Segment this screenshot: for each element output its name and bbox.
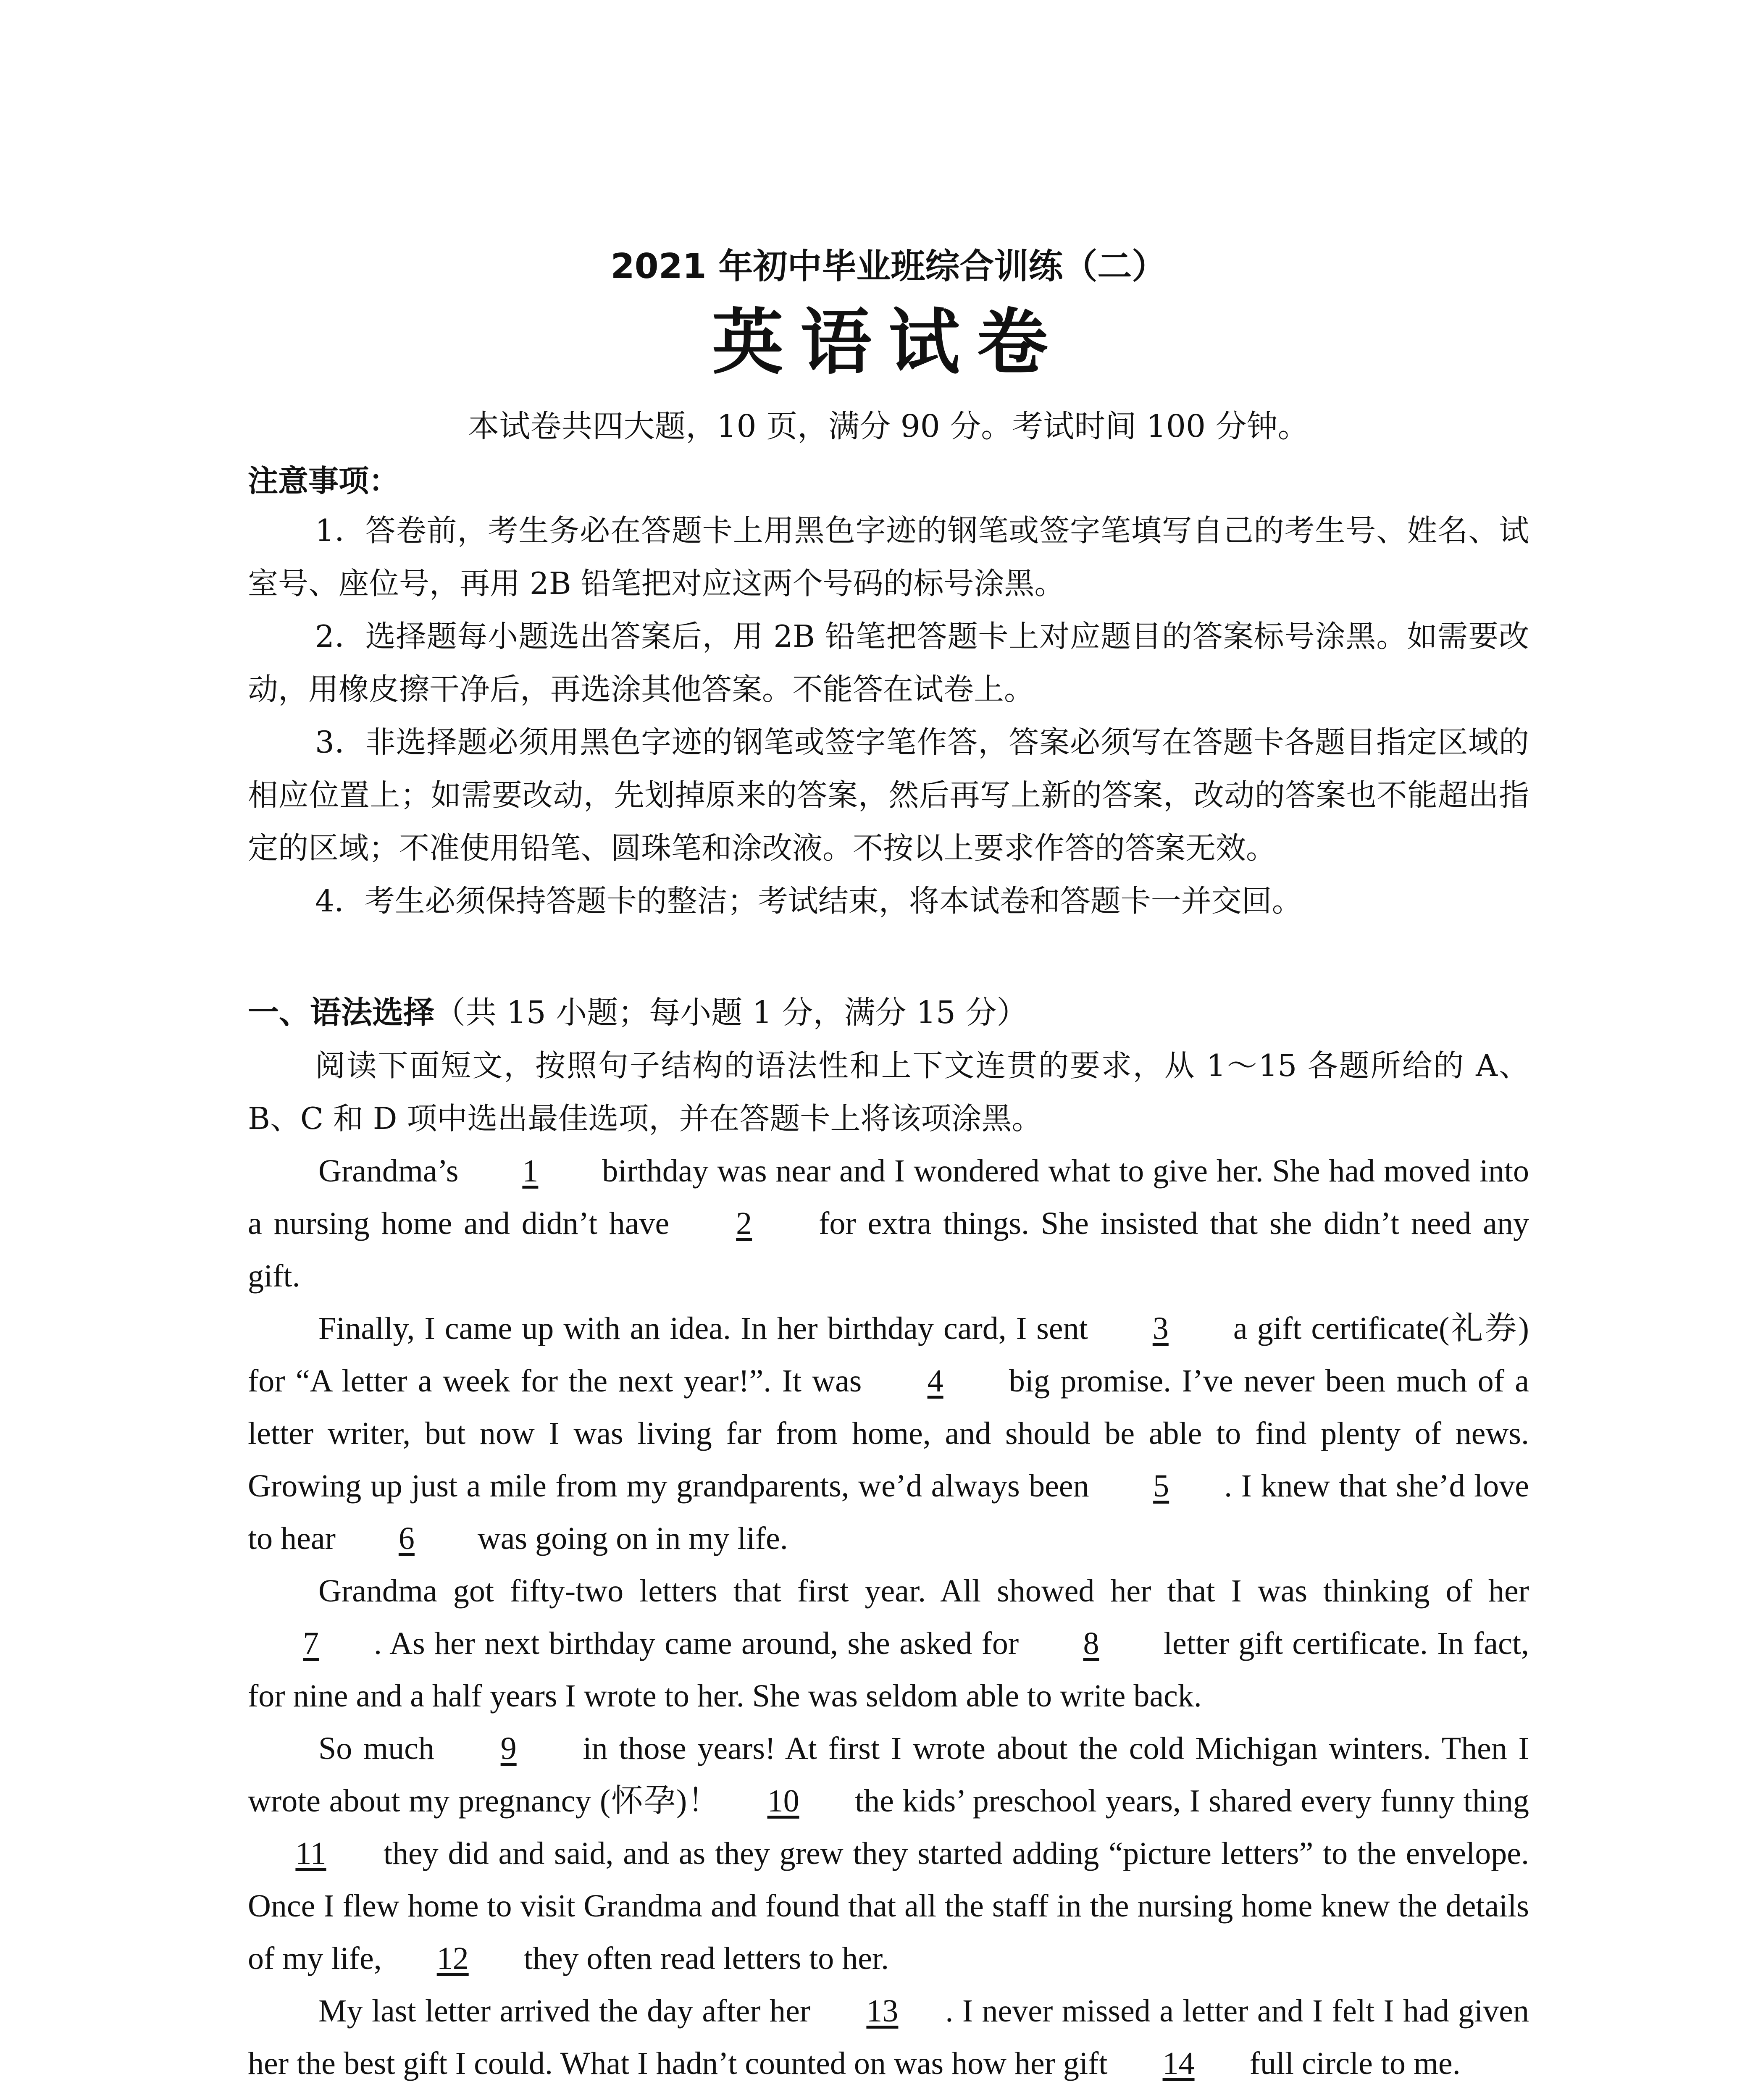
passage-text: letter gift certificate. In fact, for nine and a half years I wrote to her. She was seldom able to write back.	[248, 1626, 1529, 1714]
section-title-main: 一、语法选择	[248, 995, 434, 1031]
passage-text: Grandma’s	[318, 1153, 468, 1189]
notice-item-2: 2．选择题每小题选出答案后，用 2B 铅笔把答题卡上对应题目的答案标号涂黑。如需要改动，用橡皮擦干净后，再选涂其他答案。不能答在试卷上。	[248, 619, 1529, 707]
passage-text: So much	[318, 1731, 446, 1766]
passage-text: birthday was near and I wondered what to give her. She had moved into a nursing home and didn’t have	[248, 1153, 1529, 1241]
section-title-note: （共 15 小题；每小题 1 分，满分 15 分）	[434, 995, 1028, 1031]
passage-paragraph-2	[248, 1302, 1529, 1565]
passage-text: full circle to me.	[1241, 2046, 1461, 2081]
passage-text: the kids’ preschool years, I shared every funny thing	[846, 1783, 1529, 1819]
passage-text: for extra things. She insisted that she didn’t need any gift.	[248, 1206, 1529, 1294]
blank-10: 10	[767, 1783, 799, 1819]
passage-paragraph-3	[248, 1565, 1529, 1722]
blank-14: 14	[1162, 2046, 1195, 2081]
passage-text: My last letter arrived the day after her	[318, 1993, 820, 2029]
notice-item-4: 4．考生必须保持答题卡的整洁；考试结束，将本试卷和答题卡一并交回。	[315, 883, 1302, 919]
blank-9: 9	[500, 1731, 517, 1766]
passage-text: was going on in my life.	[469, 1521, 788, 1556]
blank-6: 6	[398, 1521, 415, 1556]
page-content	[248, 244, 1529, 2090]
section-instruction: 阅读下面短文，按照句子结构的语法性和上下文连贯的要求，从 1～15 各题所给的 A、B、C 和 D 项中选出最佳选项，并在答题卡上将该项涂黑。	[248, 1048, 1529, 1136]
blank-2: 2	[736, 1206, 752, 1241]
passage-paragraph-5	[248, 1985, 1529, 2090]
notice-item-1: 1．答卷前，考生务必在答题卡上用黑色字迹的钢笔或签字笔填写自己的考生号、姓名、试室号、座位号，再用 2B 铅笔把对应这两个号码的标号涂黑。	[248, 513, 1529, 601]
passage-text: a gift certificate(礼券) for “A letter a week for the next year!”. It was	[248, 1311, 1529, 1399]
passage-text: Grandma got fifty-two letters that first year. All showed her that I was thinking of her	[318, 1573, 1529, 1609]
passage-text: they often read letters to her.	[515, 1941, 889, 1976]
subject-title: 英语试卷	[712, 300, 1065, 384]
blank-12: 12	[436, 1941, 469, 1976]
passage-text: . I never missed a letter and I felt I had given her the best gift I could. What I hadn’t counted on was how her gift	[248, 1993, 1529, 2081]
blank-7: 7	[303, 1626, 319, 1661]
passage-text: in those years! At first I wrote about the cold Michigan winters. Then I wrote about my pregnancy (怀孕)！	[248, 1731, 1529, 1819]
blank-5: 5	[1153, 1468, 1169, 1504]
passage-text: . As her next birthday came around, she asked for	[374, 1626, 1028, 1661]
passage-text: Finally, I came up with an idea. In her birthday card, I sent	[318, 1311, 1098, 1346]
passage-text: they did and said, and as they grew they started adding “picture letters” to the envelope. Once I flew home to visit Grandma and found that all the staff in the nursing home knew the details of my life,	[248, 1836, 1529, 1976]
notice-item-3: 3．非选择题必须用黑色字迹的钢笔或签字笔作答，答案必须写在答题卡各题目指定区域的相应位置上；如需要改动，先划掉原来的答案，然后再写上新的答案，改动的答案也不能超出指定的区域；不准使用铅笔、圆珠笔和涂改液。不按以上要求作答的答案无效。	[248, 724, 1529, 866]
passage-text: . I knew that she’d love to hear	[248, 1468, 1529, 1556]
exam-title: 2021 年初中毕业班综合训练（二）	[610, 247, 1167, 286]
blank-8: 8	[1083, 1626, 1099, 1661]
blank-13: 13	[866, 1993, 899, 2029]
passage-paragraph-1	[248, 1145, 1529, 1302]
passage-text: big promise. I’ve never been much of a letter writer, but now I was living far from home, and should be able to find plenty of news. Growing up just a mile from my grandparents, we’d always been	[248, 1363, 1529, 1504]
blank-3: 3	[1152, 1311, 1169, 1346]
blank-1: 1	[522, 1153, 539, 1189]
exam-info: 本试卷共四大题，10 页，满分 90 分。考试时间 100 分钟。	[468, 408, 1309, 444]
blank-11: 11	[295, 1836, 326, 1871]
passage-paragraph-4	[248, 1722, 1529, 1985]
section-title	[248, 986, 1529, 1039]
notice-title: 注意事项：	[248, 463, 399, 499]
blank-4: 4	[927, 1363, 943, 1399]
